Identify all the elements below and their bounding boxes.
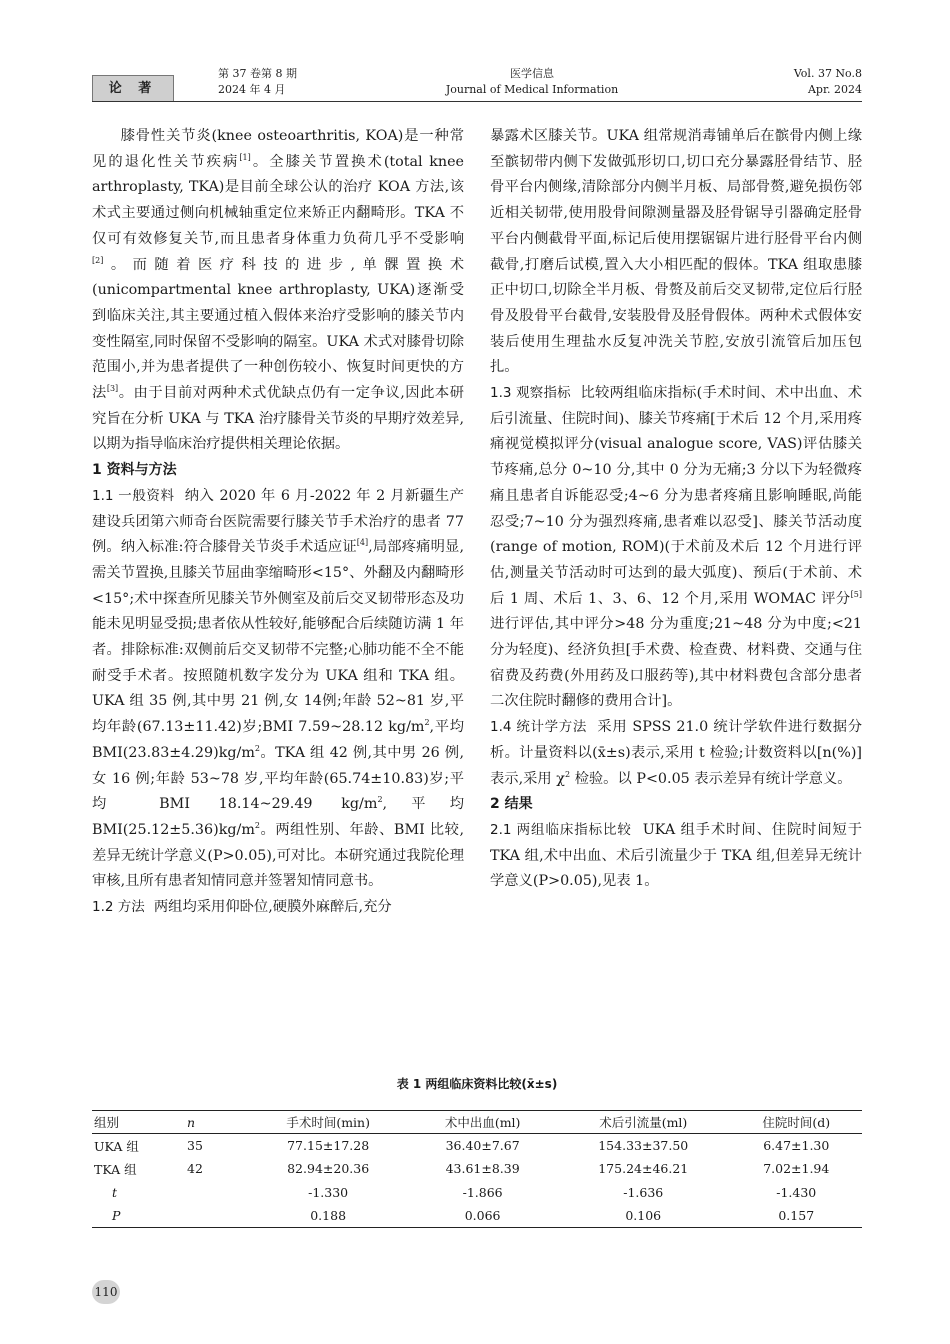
journal-title-cn: 医学信息: [510, 67, 554, 80]
section-2-1: 2.1 两组临床指标比较 UKA 组手术时间、住院时间短于 TKA 组,术中出血、术后引流量少于 TKA 组,但差异无统计学意义(P>0.05),见表 1。: [490, 821, 863, 890]
section-1-3: 1.3 观察指标 比较两组临床指标(手术时间、术中出血、术后引流量、住院时间)、膝关节疼痛[于术后 12 个月,采用疼痛视觉模拟评分(visual analogue score, VAS)评估膝关节疼痛,总分 0~10 分,其中 0 分为无痛;3 分以下为轻微疼痛且患者自诉能忍受;4~6 分为患者疼痛且影响睡眠,尚能忍受;7~10 分为强烈疼痛,患者难以忍受]、膝关节活动度(range of motion, ROM)(于术前及术后 12 个月进行评估,测量关节活动时可达到的最大弧度)、预后(于术前、术后 1 周、术后 1、3、6、12 个月,采用 WOMAC 评分[5]进行评估,其中评分>48 分为重度;21~48 分为中度;<21 分为轻度)、经济负担[手术费、检查费、材料费、交通与住宿费及药费(外用药及口服药等),其中材料费包含部分患者二次住院时翻修的费用合计]。: [490, 385, 862, 710]
table-cell: 42: [187, 1161, 203, 1177]
table-cell: 0.188: [310, 1208, 347, 1223]
table-cell: t: [112, 1184, 118, 1200]
section-1-2-cont: 暴露术区膝关节。UKA 组常规消毒铺单后在髌骨内侧上缘至髌韧带内侧下发做弧形切口,切口充分暴露胫骨结节、胫骨平台内侧缘,清除部分内侧半月板、局部骨赘,避免损伤邻近相关韧带,使用股骨间隙测量器及胫骨锯导引器确定胫骨平台内侧截骨平面,标记后使用摆锯锯片进行胫骨平台内侧截骨,打磨后试模,置入大小相匹配的假体。TKA 组取患膝正中切口,切除全半月板、骨赘及前后交叉韧带,定位后行胫骨及股骨平台截骨,安装股骨及胫骨假体。两种术式假体安装后使用生理盐水反复冲洗关节腔,安放引流管后加压包扎。: [490, 128, 862, 376]
intro-paragraph: 膝骨性关节炎(knee osteoarthritis, KOA)是一种常见的退化性关节疾病[1]。全膝关节置换术(total knee arthroplasty, TKA)是目前全球公认的治疗 KOA 方法,该术式主要通过侧向机械轴重定位来矫正内翻畸形。TKA 不仅可有效修复关节,而且患者身体重力负荷几乎不受影响[2]。而随着医疗科技的进步,单髁置换术(unicompartmental knee arthroplasty, UKA)逐渐受到临床关注,其主要通过植入假体来治疗受影响的膝关节内变性隔室,同时保留不受影响的隔室。UKA 术式对膝骨切除范围小,并为患者提供了一种创伤较小、恢复时间更快的方法[3]。由于目前对两种术式优缺点仍有一定争议,因此本研究旨在分析 UKA 与 TKA 治疗膝骨关节炎的早期疗效差异,以期为指导临床治疗提供相关理论依据。: [92, 128, 465, 453]
col-header: 住院时间(d): [731, 1111, 862, 1134]
table-cell: 77.15±17.28: [287, 1138, 370, 1153]
header-rule: [92, 101, 862, 102]
table-cell: 175.24±46.21: [598, 1161, 689, 1177]
table-cell: 82.94±20.36: [287, 1161, 370, 1177]
section-1-4: 1.4 统计学方法 采用 SPSS 21.0 统计学软件进行数据分析。计量资料以(x̄±s)表示,采用 t 检验;计数资料以[n(%)]表示,采用 $\chi^2$ 检验。以 P<0.05 表示差异有统计学意义。: [490, 719, 863, 787]
col-header: n: [187, 1111, 247, 1134]
table-cell: 154.33±37.50: [598, 1138, 689, 1153]
section-badge: 论 著: [92, 75, 174, 102]
table-cell: 36.40±7.67: [445, 1138, 520, 1153]
table-row: [92, 1204, 862, 1228]
right-column: [490, 124, 862, 895]
date-en: Apr. 2024: [807, 83, 862, 96]
table-cell: 43.61±8.39: [445, 1161, 520, 1177]
table-cell: 0.106: [625, 1208, 662, 1223]
table-cell: TKA 组: [94, 1161, 137, 1177]
col-header: 手术时间(min): [247, 1111, 409, 1134]
table-cell: [187, 1204, 247, 1228]
table-cell: 7.02±1.94: [763, 1161, 830, 1177]
table-cell: -1.866: [462, 1184, 503, 1200]
page-number: 110: [92, 1280, 120, 1304]
table-cell: 6.47±1.30: [763, 1138, 830, 1153]
table-cell: -1.636: [623, 1184, 664, 1200]
table-header-row: [92, 1111, 862, 1134]
table-cell: -1.430: [776, 1184, 817, 1200]
col-header: 组别: [92, 1111, 187, 1134]
table-cell: UKA 组: [94, 1138, 139, 1154]
left-column: [92, 124, 464, 921]
page-header: [92, 66, 862, 102]
col-header: 术后引流量(ml): [556, 1111, 731, 1134]
section-1-1: 1.1 一般资料 纳入 2020 年 6 月-2022 年 2 月新疆生产建设兵团第六师奇台医院需要行膝关节手术治疗的患者 77 例。纳入标准:符合膝骨关节炎手术适应证[4],局部疼痛明显,需关节置换,且膝关节屈曲挛缩畸形<15°、外翻及内翻畸形<15°;术中探查所见膝关节外侧室及前后交叉韧带形态及功能未见明显受损;患者依从性较好,能够配合后续随访满 1 年者。排除标准:双侧前后交叉韧带不完整;心肺功能不全不能耐受手术者。按照随机数字发分为 UKA 组和 TKA 组。UKA 组 35 例,其中男 21 例,女 14例;年龄 52~81 岁,平均年龄(67.13±11.42)岁;BMI 7.59~28.12 $kg/m^2$,平均 $BMI(23.83\pm 4.29)kg/m^2$。TKA 组 42 例,其中男 26 例,女 16 例;年龄 53~78 岁,平均年龄(65.74±10.83)岁;平均 BMI 18.14~29.49 $kg/m^2$,平均 $BMI(25.12\pm 5.36)kg/m^2$。两组性别、年龄、BMI 比较,差异无统计学意义(P>0.05),可对比。本研究通过我院伦理审核,且所有患者知情同意并签署知情同意书。: [92, 487, 465, 890]
section-heading-methods: 1 资料与方法: [92, 462, 177, 479]
date-cn: 2024 年 4 月: [218, 83, 286, 96]
table-row: [92, 1181, 862, 1205]
table-row: [92, 1134, 862, 1158]
table-row: [92, 1157, 862, 1181]
section-heading-results: 2 结果: [490, 796, 533, 813]
results-table: [92, 1110, 862, 1228]
table-cell: -1.330: [308, 1184, 349, 1200]
volume-cn: 第 37 卷第 8 期: [218, 67, 297, 80]
volume-en: Vol. 37 No.8: [793, 67, 862, 80]
journal-title-en: Journal of Medical Information: [445, 83, 619, 96]
table-caption: 表 1 两组临床资料比较(x̄±s): [396, 1077, 558, 1091]
table-cell: 0.066: [464, 1208, 501, 1223]
table-cell: [187, 1181, 247, 1205]
section-1-2-start: 1.2 方法 两组均采用仰卧位,硬膜外麻醉后,充分: [92, 899, 392, 916]
table-cell: P: [112, 1208, 121, 1223]
table-cell: 35: [187, 1138, 203, 1153]
table-cell: 0.157: [778, 1208, 815, 1223]
col-header: 术中出血(ml): [409, 1111, 556, 1134]
